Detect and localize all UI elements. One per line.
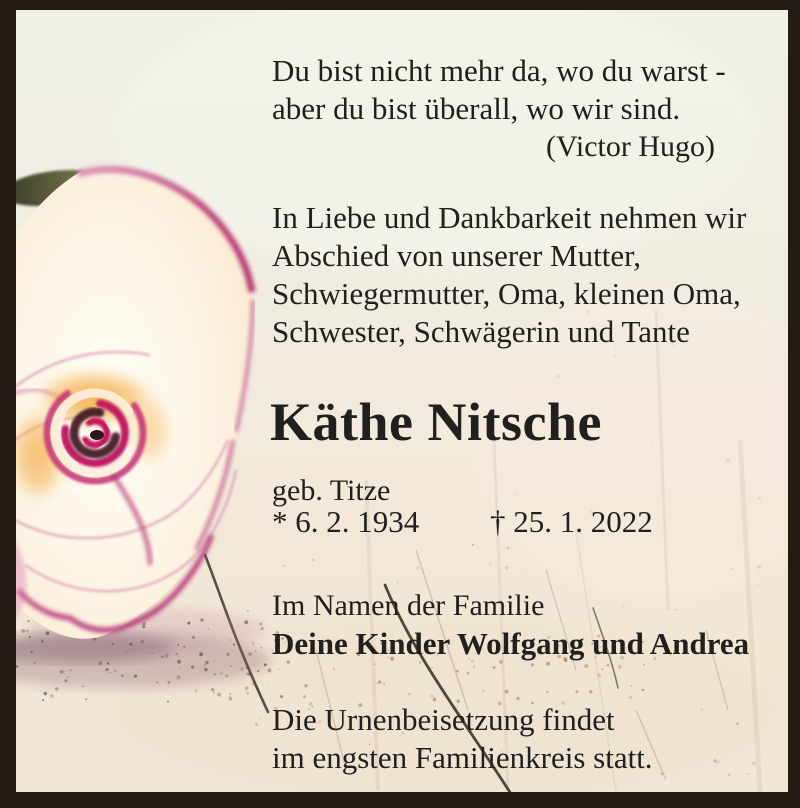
quote-line-2: aber du bist überall, wo wir sind. (272, 91, 681, 126)
quote-attribution: (Victor Hugo) (546, 130, 715, 163)
death-date-value: 25. 1. 2022 (513, 504, 653, 539)
died-cross-symbol: † (490, 504, 506, 539)
farewell-line-3: Schwiegermutter, Oma, kleinen Oma, (272, 276, 741, 311)
death-date (490, 504, 653, 540)
family-line-2: Deine Kinder Wolfgang und Andrea (272, 626, 750, 661)
funeral-notice-line-2: im engsten Familienkreis statt. (272, 740, 653, 775)
farewell-line-2: Abschied von unserer Mutter, (272, 238, 641, 273)
farewell-text (272, 199, 746, 351)
deceased-name: Käthe Nitsche (270, 392, 602, 452)
maiden-name: geb. Titze (272, 474, 391, 507)
birth-date-value: 6. 2. 1934 (295, 504, 420, 539)
quote (272, 52, 726, 166)
farewell-line-1: In Liebe und Dankbarkeit nehmen wir (272, 200, 747, 235)
funeral-notice-line-1: Die Urnenbeisetzung findet (272, 702, 615, 737)
family-signature (272, 587, 749, 663)
birth-date (272, 504, 419, 539)
born-star-symbol: * (272, 504, 288, 539)
family-line-1: Im Namen der Familie (272, 589, 545, 622)
funeral-notice (272, 701, 653, 777)
quote-line-1: Du bist nicht mehr da, wo du warst - (272, 53, 726, 88)
life-dates (272, 504, 692, 540)
farewell-line-4: Schwester, Schwägerin und Tante (272, 314, 690, 349)
